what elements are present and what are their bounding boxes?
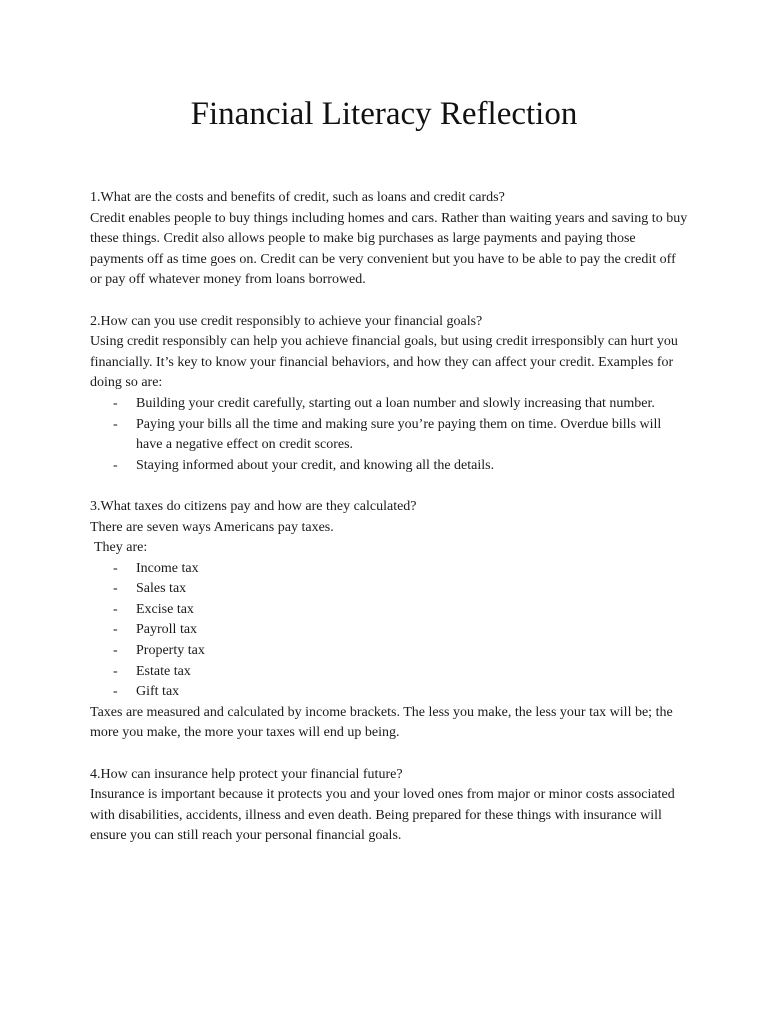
section-4 bbox=[90, 765, 690, 847]
section-3 bbox=[90, 497, 690, 744]
section-2 bbox=[90, 312, 690, 477]
list-item: - Staying informed about your credit, and knowing all the details. bbox=[90, 456, 690, 477]
list-item: - Excise tax bbox=[90, 600, 690, 621]
bullet-list-credit bbox=[90, 394, 690, 476]
question-2: 2.How can you use credit responsibly to achieve your financial goals? bbox=[90, 313, 483, 329]
bullet-dash: - bbox=[113, 622, 118, 638]
bullet-dash: - bbox=[113, 601, 118, 617]
answer-3: There are seven ways Americans pay taxes. bbox=[90, 519, 334, 535]
answer-4: Insurance is important because it protects you and your loved ones from major or minor costs associated with disabilities, accidents, illness and even death. Being prepared for these things with insurance will ensure you can still reach your personal financial goals. bbox=[90, 787, 679, 844]
list-item: - Building your credit carefully, starting out a loan number and slowly increasing that number. bbox=[90, 394, 690, 415]
list-item: - Sales tax bbox=[90, 579, 690, 600]
list-item: - Property tax bbox=[90, 641, 690, 662]
document-body bbox=[90, 188, 690, 868]
bullet-dash: - bbox=[113, 457, 118, 473]
bullet-dash: - bbox=[113, 643, 118, 659]
bullet-dash: - bbox=[113, 663, 118, 679]
list-item: - Estate tax bbox=[90, 662, 690, 683]
answer-2: Using credit responsibly can help you achieve financial goals, but using credit irresponsibly can hurt you financially. It’s key to know your financial behaviors, and how they can affect your credit. Examples for doing so are: bbox=[90, 334, 682, 391]
answer-1: Credit enables people to buy things including homes and cars. Rather than waiting years and saving to buy these things. Credit also allows people to make big purchases as large payments and paying those payments off as time goes on. Credit can be very convenient but you have to be able to pay the credit off or pay off whatever money from loans borrowed. bbox=[90, 210, 691, 288]
bullet-dash: - bbox=[113, 581, 118, 597]
bullet-dash: - bbox=[113, 395, 118, 411]
list-item: - Payroll tax bbox=[90, 620, 690, 641]
question-1: 1.What are the costs and benefits of credit, such as loans and credit cards? bbox=[90, 190, 505, 205]
list-item: - Gift tax bbox=[90, 682, 690, 703]
question-4: 4.How can insurance help protect your financial future? bbox=[90, 766, 403, 782]
question-3: 3.What taxes do citizens pay and how are they calculated? bbox=[90, 498, 417, 514]
document-title: Financial Literacy Reflection bbox=[190, 96, 578, 132]
answer-3-lead: They are: bbox=[94, 540, 148, 556]
bullet-dash: - bbox=[113, 416, 118, 432]
section-1 bbox=[90, 188, 690, 291]
list-item: - Income tax bbox=[90, 559, 690, 580]
list-item: - Paying your bills all the time and making sure you’re paying them on time. Overdue bills will have a negative effect on credit scores. bbox=[113, 416, 662, 453]
bullet-list-taxes bbox=[90, 559, 690, 703]
answer-3-closing: Taxes are measured and calculated by income brackets. The less you make, the less your tax will be; the more you make, the more your taxes will end up being. bbox=[90, 704, 677, 741]
bullet-dash: - bbox=[113, 560, 118, 576]
bullet-dash: - bbox=[113, 684, 118, 700]
